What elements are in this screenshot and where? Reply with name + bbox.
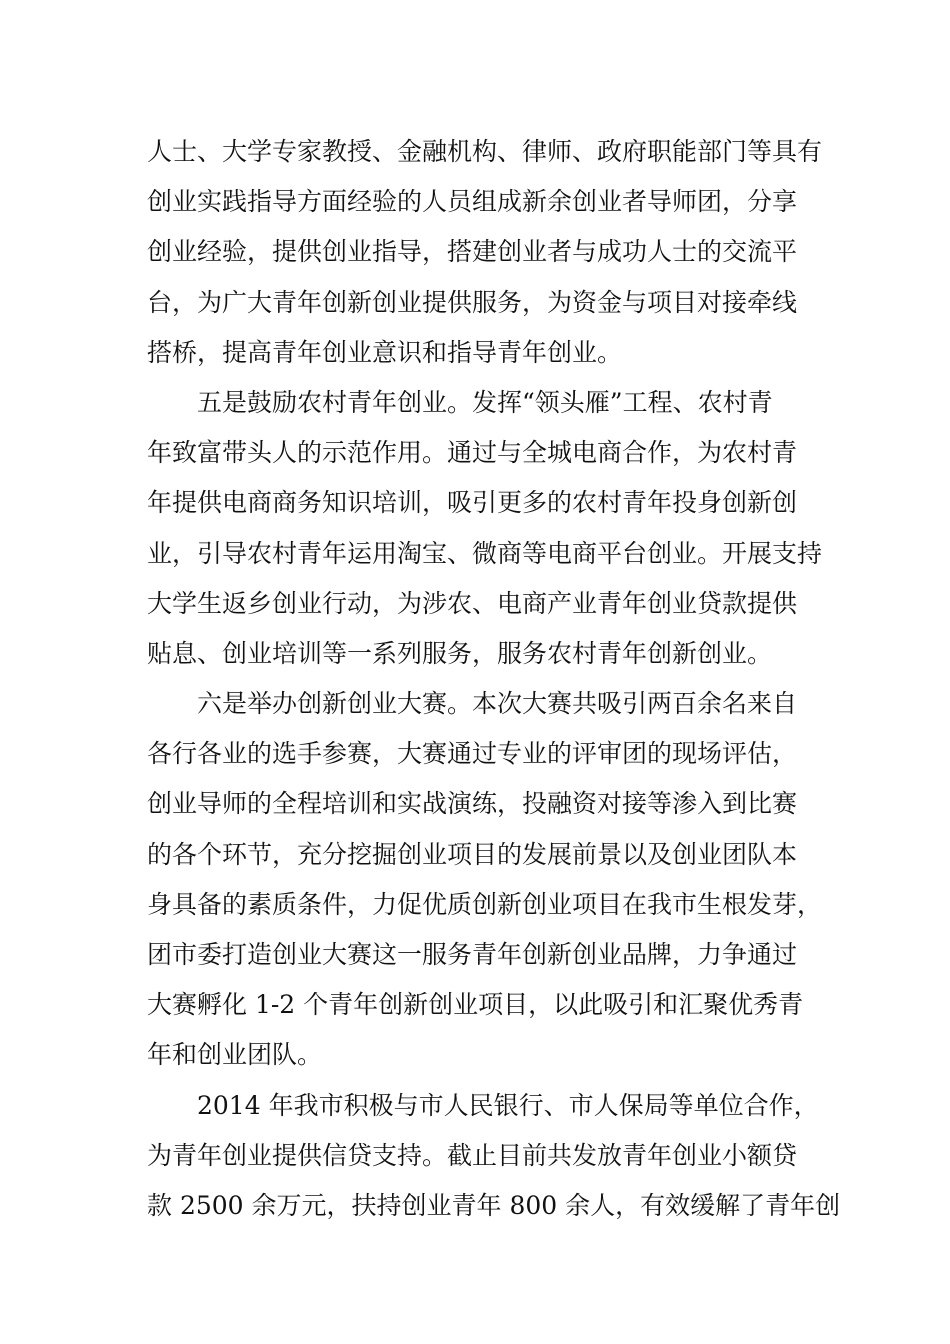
text-line: 五是鼓励农村青年创业。发挥“领头雁”工程、农村青 [197, 387, 773, 417]
text-line: 创业导师的全程培训和实战演练，投融资对接等渗入到比赛 [147, 789, 798, 819]
paragraph-rural-youth [147, 378, 827, 679]
text-line: 各行各业的选手参赛，大赛通过专业的评审团的现场评估， [147, 739, 798, 769]
paragraph-credit-support [147, 1081, 841, 1232]
text-line: 年致富带头人的示范作用。通过与全城电商合作，为农村青 [147, 438, 798, 468]
body-text [147, 127, 841, 1231]
text-line: 的各个环节，充分挖掘创业项目的发展前景以及创业团队本 [147, 839, 798, 869]
text-line: 创业实践指导方面经验的人员组成新余创业者导师团，分享 [147, 187, 798, 217]
text-line: 团市委打造创业大赛这一服务青年创新创业品牌，力争通过 [147, 940, 798, 969]
text-line: 身具备的素质条件，力促优质创新创业项目在我市生根发芽， [147, 889, 823, 919]
text-line: 创业经验，提供创业指导，搭建创业者与成功人士的交流平 [147, 237, 798, 267]
text-line: 年提供电商商务知识培训，吸引更多的农村青年投身创新创 [147, 488, 798, 518]
paragraph-competition [147, 679, 827, 1081]
text-line: 六是举办创新创业大赛。本次大赛共吸引两百余名来自 [197, 689, 798, 719]
paragraph-mentor-team [147, 127, 827, 378]
text-line: 为青年创业提供信贷支持。截止目前共发放青年创业小额贷 [147, 1140, 798, 1170]
text-line: 贴息、创业培训等一系列服务，服务农村青年创新创业。 [147, 638, 773, 668]
text-line: 台，为广大青年创新创业提供服务，为资金与项目对接牵线 [147, 287, 798, 317]
text-line: 款 2500 余万元，扶持创业青年 800 余人，有效缓解了青年创 [147, 1190, 841, 1220]
text-line: 年和创业团队。 [147, 1040, 323, 1070]
text-line: 业，引导农村青年运用淘宝、微商等电商平台创业。开展支持 [147, 538, 823, 568]
text-line: 大学生返乡创业行动，为涉农、电商产业青年创业贷款提供 [147, 588, 798, 618]
text-line: 人士、大学专家教授、金融机构、律师、政府职能部门等具有 [147, 137, 823, 166]
text-line: 2014 年我市积极与市人民银行、市人保局等单位合作， [197, 1090, 819, 1120]
text-line: 大赛孵化 1-2 个青年创新创业项目，以此吸引和汇聚优秀青 [147, 990, 804, 1020]
text-line: 搭桥，提高青年创业意识和指导青年创业。 [147, 337, 623, 367]
